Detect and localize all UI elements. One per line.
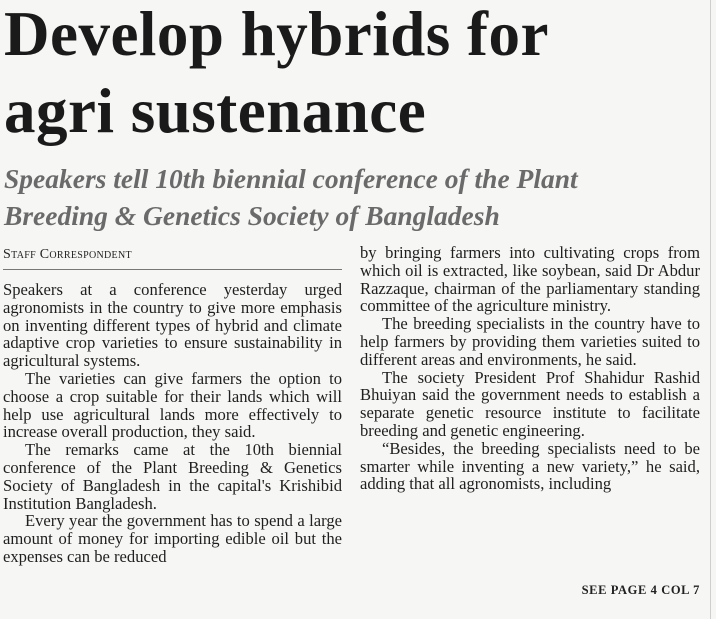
subheadline-line-2: Breeding & Genetics Society of Bangladesh	[4, 200, 500, 231]
paragraph: by bringing farmers into cultivating crops from which oil is extracted, like soybean, said Dr Abdur Razzaque, chairman of the parliamentary standing committee of the agriculture ministry.	[360, 243, 700, 316]
paragraph: Speakers at a conference yesterday urged agronomists in the country to give more emphasis on inventing different types of hybrid and climate adaptive crop varieties to ensure sustainability in agricultural systems.	[3, 280, 342, 371]
paragraph: The remarks came at the 10th biennial conference of the Plant Breeding & Genetics Society of Bangladesh in the capital's Krishibid Institution Bangladesh.	[3, 440, 342, 513]
column-rule	[710, 0, 711, 619]
subheadline	[4, 160, 712, 234]
headline-line-2: agri sustenance	[4, 76, 427, 146]
headline-line-1: Develop hybrids for	[4, 0, 549, 69]
paragraph: Every year the government has to spend a large amount of money for importing edible oil but the expenses can be reduced	[3, 511, 342, 566]
continuation-note: SEE PAGE 4 COL 7	[581, 583, 700, 597]
article-column-1	[3, 281, 342, 566]
paragraph: The breeding specialists in the country have to help farmers by providing them varieties suited to different areas and environments, he said.	[360, 314, 700, 369]
paragraph: “Besides, the breeding specialists need to be smarter while inventing a new variety,” he said, adding that all agronomists, including	[360, 438, 700, 494]
article-column-2	[360, 244, 700, 493]
subheadline-line-1: Speakers tell 10th biennial conference of the Plant	[4, 163, 578, 194]
paragraph: The society President Prof Shahidur Rashid Bhuiyan said the government needs to establish a separate genetic resource institute to facilitate breeding and genetic engineering.	[360, 367, 700, 440]
paragraph: The varieties can give farmers the option to choose a crop suitable for their lands which will help use agricultural lands more effectively to increase overall production, they said.	[3, 368, 342, 442]
headline	[4, 0, 712, 150]
byline: Staff Correspondent	[3, 246, 342, 270]
